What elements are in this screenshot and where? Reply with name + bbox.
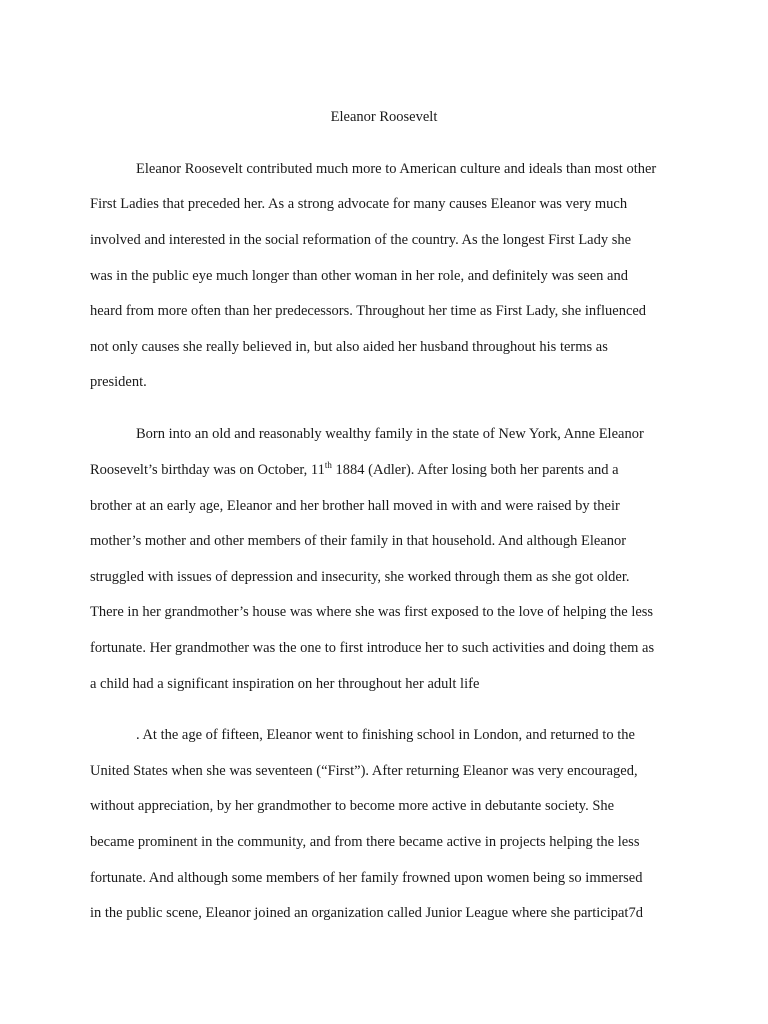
paragraph-2-line-2-before: Roosevelt’s birthday was on October, 11 <box>90 462 325 478</box>
paragraph-2-line-2 <box>90 461 680 479</box>
document-title: Eleanor Roosevelt <box>330 109 438 125</box>
paragraph-2-line-1: Born into an old and reasonably wealthy family in the state of New York, Anne Eleanor <box>136 426 644 442</box>
paragraph-1-line-5: heard from more often than her predecessors. Throughout her time as First Lady, she influenced <box>90 303 647 319</box>
paragraph-3-line-3: without appreciation, by her grandmother to become more active in debutante society. She <box>90 798 615 814</box>
paragraph-1-line-2: First Ladies that preceded her. As a strong advocate for many causes Eleanor was very much <box>90 196 628 212</box>
paragraph-2-line-4: mother’s mother and other members of their family in that household. And although Eleanor <box>90 533 627 549</box>
paragraph-2-line-2-superscript: th <box>324 460 332 471</box>
paragraph-1-line-3: involved and interested in the social reformation of the country. As the longest First Lady she <box>90 232 632 248</box>
paragraph-1-line-4: was in the public eye much longer than other woman in her role, and definitely was seen and <box>90 268 628 284</box>
paragraph-2-line-5: struggled with issues of depression and insecurity, she worked through them as she got older. <box>90 569 630 585</box>
paragraph-3-line-2: United States when she was seventeen (“First”). After returning Eleanor was very encouraged, <box>90 763 638 779</box>
paragraph-1-line-7: president. <box>90 374 147 390</box>
paragraph-2-line-2-after: 1884 (Adler). After losing both her parents and a <box>331 462 619 478</box>
paragraph-1-line-6: not only causes she really believed in, but also aided her husband throughout his terms as <box>90 339 608 355</box>
paragraph-3-line-6: in the public scene, Eleanor joined an organization called Junior League where she participat7d <box>90 905 643 921</box>
paragraph-3-line-1: . At the age of fifteen, Eleanor went to finishing school in London, and returned to the <box>136 727 635 743</box>
paragraph-1-line-1: Eleanor Roosevelt contributed much more to American culture and ideals than most other <box>136 161 657 177</box>
paragraph-2-line-3: brother at an early age, Eleanor and her brother hall moved in with and were raised by their <box>90 498 620 514</box>
paragraph-2-line-6: There in her grandmother’s house was where she was first exposed to the love of helping the less <box>90 604 654 620</box>
paragraph-2-line-7: fortunate. Her grandmother was the one to first introduce her to such activities and doing them as <box>90 640 655 656</box>
paragraph-3-line-5: fortunate. And although some members of her family frowned upon women being so immersed <box>90 870 643 886</box>
paragraph-3-line-4: became prominent in the community, and from there became active in projects helping the less <box>90 834 640 850</box>
paragraph-2-line-8: a child had a significant inspiration on her throughout her adult life <box>90 676 480 692</box>
